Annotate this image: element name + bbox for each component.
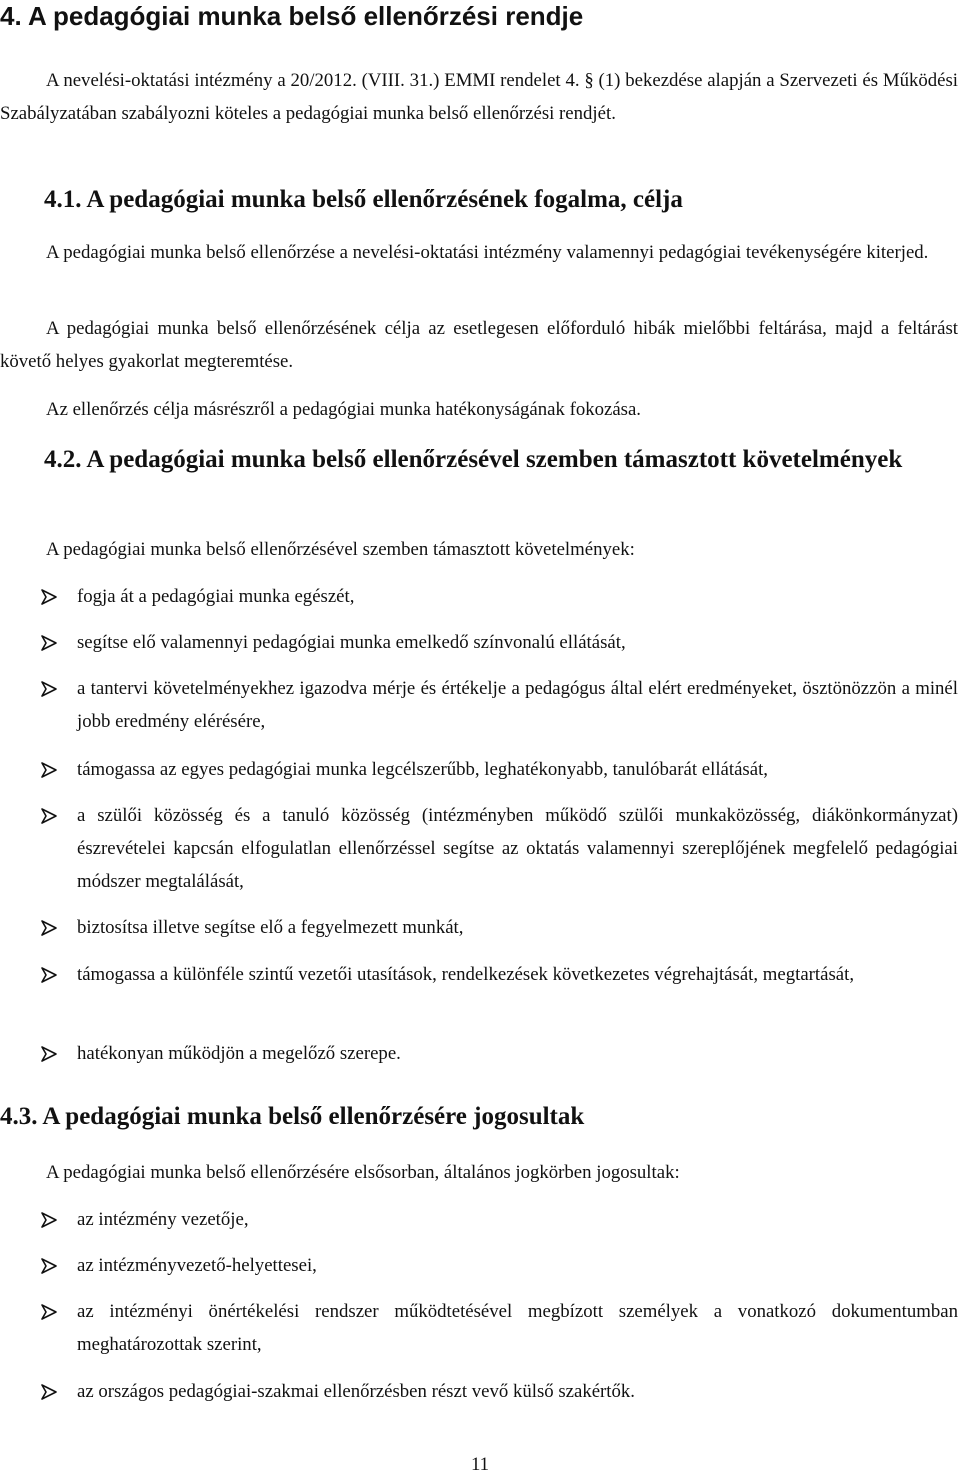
list-item-text: az intézményvezető-helyettesei, <box>77 1255 317 1276</box>
list-item-text: segítse elő valamennyi pedagógiai munka emelkedő színvonalú ellátását, <box>77 632 626 653</box>
list-item <box>0 580 958 613</box>
arrowhead-bullet-icon <box>40 1203 66 1236</box>
arrowhead-bullet-icon <box>40 753 66 786</box>
s3-lead: A pedagógiai munka belső ellenőrzésére elsősorban, általános jogkörben jogosultak: <box>46 1162 680 1183</box>
list-item-text: a szülői közösség és a tanuló közösség (intézményben működő szülői munkaközösség, diákönkormányzat) észrevételei kapcsán elfogulatlan ellenőrzéssel segítse az oktatás valamennyi szereplőjének megfelelő pedagógiai módszer megtalálását, <box>77 805 958 892</box>
subsection-heading-4-3: 4.3. A pedagógiai munka belső ellenőrzésére jogosultak <box>0 1103 585 1130</box>
s1-paragraph-2: A pedagógiai munka belső ellenőrzésének célja az esetlegesen előforduló hibák mielőbbi feltárása, majd a feltárást követő helyes gyakorlat megteremtése. <box>0 318 958 372</box>
arrowhead-bullet-icon <box>40 672 66 705</box>
list-item-text: támogassa a különféle szintű vezetői utasítások, rendelkezések következetes végrehajtását, megtartását, <box>77 964 855 985</box>
arrowhead-bullet-icon <box>40 1375 66 1408</box>
list-item <box>0 672 958 738</box>
arrowhead-bullet-icon <box>40 1249 66 1282</box>
list-item-text: az országos pedagógiai-szakmai ellenőrzésben részt vevő külső szakértők. <box>77 1381 635 1402</box>
intro-paragraph: A nevelési-oktatási intézmény a 20/2012. (VIII. 31.) EMMI rendelet 4. § (1) bekezdése alapján a Szervezeti és Működési Szabályzatában szabályozni köteles a pedagógiai munka belső ellenőrzési rendjét. <box>0 70 958 124</box>
list-item <box>0 1295 958 1361</box>
s2-lead: A pedagógiai munka belső ellenőrzésével szemben támasztott követelmények: <box>46 539 635 560</box>
arrowhead-bullet-icon <box>40 911 66 944</box>
section-heading: 4. A pedagógiai munka belső ellenőrzési rendje <box>0 1 584 31</box>
s1-paragraph-3: Az ellenőrzés célja másrészről a pedagógiai munka hatékonyságának fokozása. <box>46 399 642 420</box>
list-item <box>0 1249 958 1282</box>
list-item-text: az intézményi önértékelési rendszer működtetésével megbízott személyek a vonatkozó dokumentumban meghatározottak szerint, <box>77 1301 958 1355</box>
list-item-text: támogassa az egyes pedagógiai munka legcélszerűbb, leghatékonyabb, tanulóbarát ellátását, <box>77 759 768 780</box>
page-number: 11 <box>470 1454 490 1475</box>
list-item <box>0 753 958 786</box>
list-item-text: a tantervi követelményekhez igazodva mérje és értékelje a pedagógus által elért eredményeket, ösztönözzön a minél jobb eredmény elérésére, <box>77 678 958 732</box>
list-item <box>0 911 958 944</box>
arrowhead-bullet-icon <box>40 799 66 832</box>
list-item-text: hatékonyan működjön a megelőző szerepe. <box>77 1043 401 1064</box>
list-item <box>0 1203 958 1236</box>
arrowhead-bullet-icon <box>40 580 66 613</box>
subsection-heading-4-2: 4.2. A pedagógiai munka belső ellenőrzésével szemben támasztott követelmények <box>44 446 903 473</box>
list-item-text: fogja át a pedagógiai munka egészét, <box>77 586 355 607</box>
list-item-text: biztosítsa illetve segítse elő a fegyelmezett munkát, <box>77 917 464 938</box>
list-item <box>0 1375 958 1408</box>
list-item <box>0 958 958 991</box>
arrowhead-bullet-icon <box>40 626 66 659</box>
list-item <box>0 799 958 898</box>
list-item-text: az intézmény vezetője, <box>77 1209 249 1230</box>
arrowhead-bullet-icon <box>40 1295 66 1328</box>
arrowhead-bullet-icon <box>40 958 66 991</box>
list-item <box>0 626 958 659</box>
arrowhead-bullet-icon <box>40 1037 66 1070</box>
list-item <box>0 1037 958 1070</box>
s1-paragraph-1: A pedagógiai munka belső ellenőrzése a nevelési-oktatási intézmény valamennyi pedagógiai tevékenységére kiterjed. <box>46 242 929 263</box>
subsection-heading-4-1: 4.1. A pedagógiai munka belső ellenőrzésének fogalma, célja <box>44 186 683 213</box>
